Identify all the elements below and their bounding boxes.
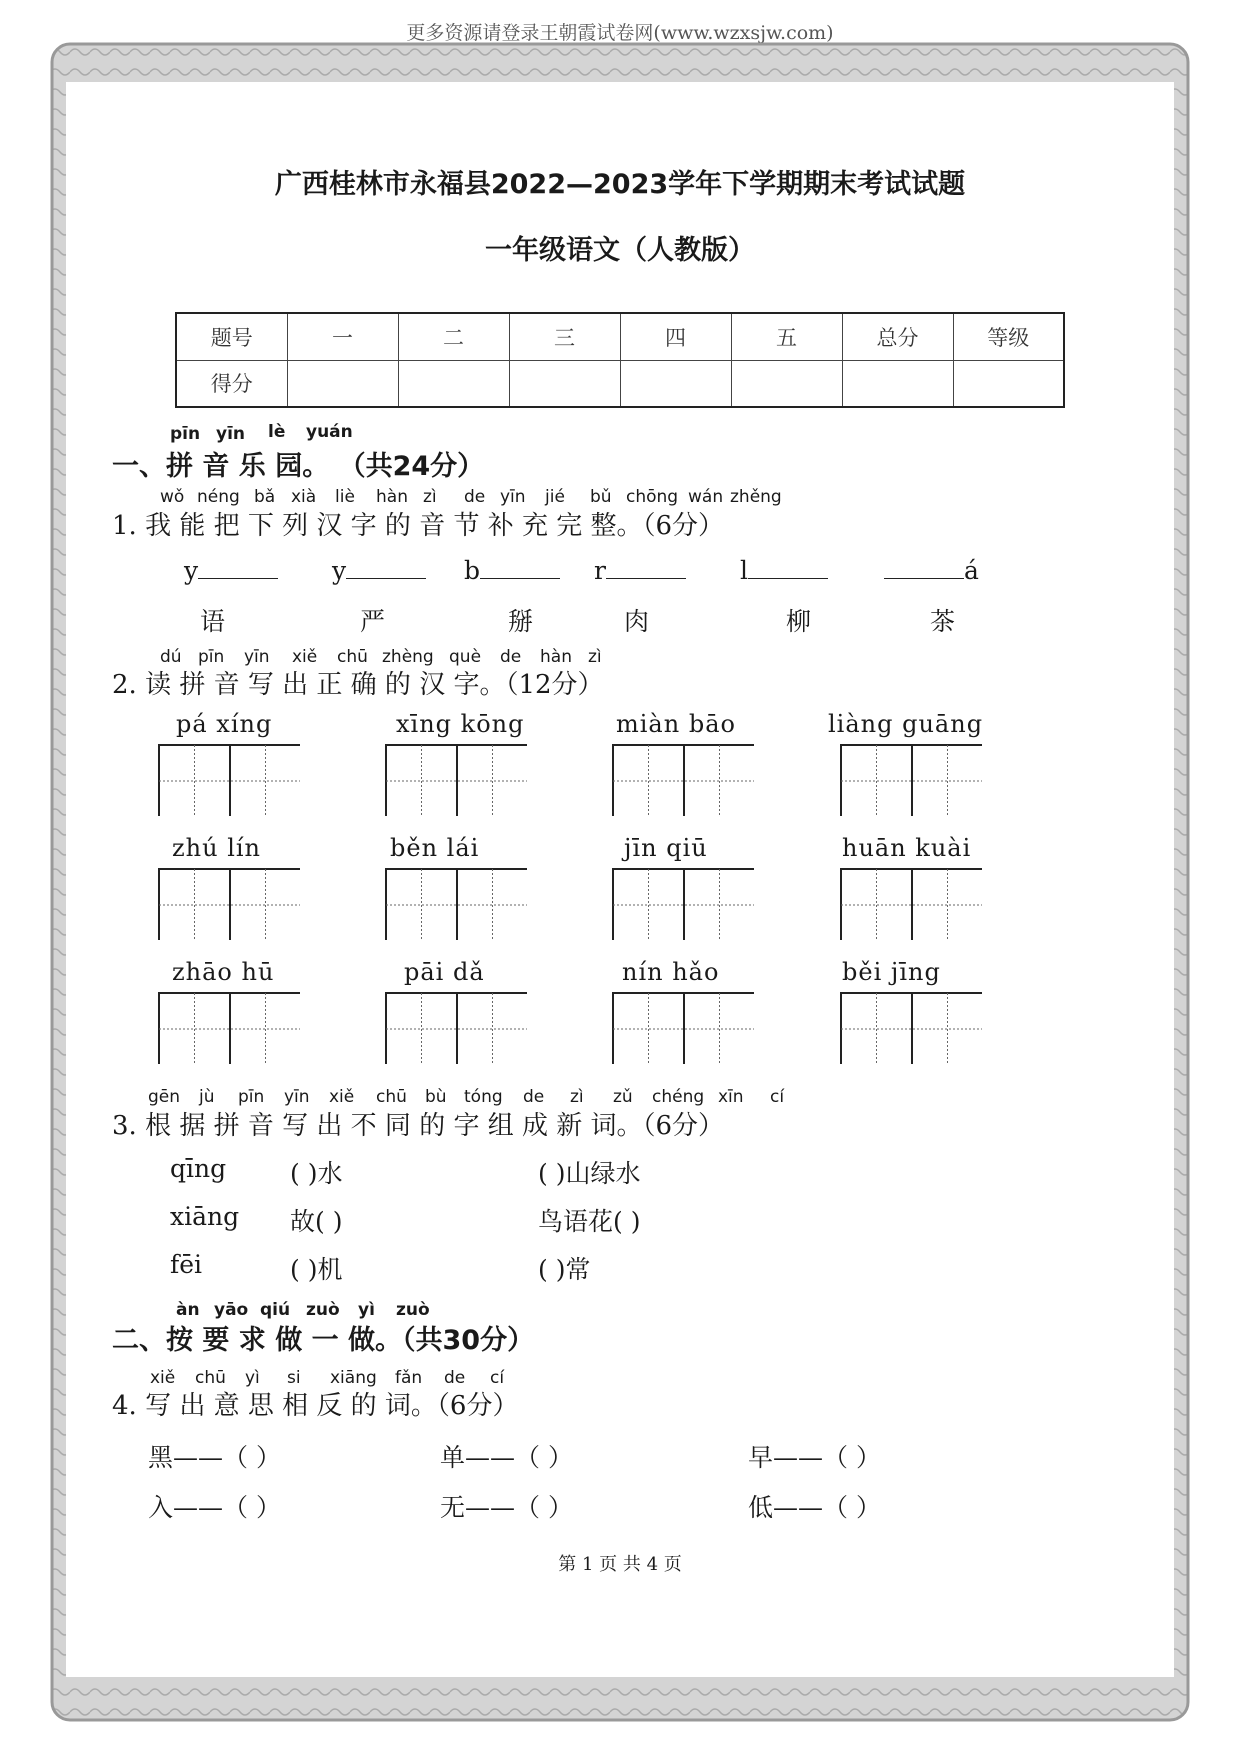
section2-heading: 二、按 要 求 做 一 做。（共30分） — [112, 1325, 535, 1356]
pinyin: jié — [545, 487, 565, 507]
q1-char: 肉 — [624, 607, 650, 636]
q3-blank[interactable]: ( )机 — [290, 1255, 343, 1284]
q1-char: 茶 — [930, 607, 956, 636]
exam-subtitle: 一年级语文（人教版） — [485, 235, 755, 266]
section1-heading: 一、拼 音 乐 园。 （共24分） — [112, 451, 485, 482]
writing-grid[interactable] — [385, 744, 527, 816]
pinyin: de — [464, 487, 486, 507]
section2-pinyin: zuò — [306, 1300, 340, 1320]
writing-grid[interactable] — [158, 992, 300, 1064]
q4-blank[interactable]: 无——（ ） — [440, 1493, 573, 1522]
q2-word-pinyin: miàn bāo — [616, 710, 736, 738]
section2-pinyin: zuò — [396, 1300, 430, 1320]
writing-grid[interactable] — [612, 868, 754, 940]
pinyin: zǔ — [613, 1087, 633, 1107]
q4-blank[interactable]: 早——（ ） — [748, 1443, 881, 1472]
writing-grid[interactable] — [840, 744, 982, 816]
pinyin: xiě — [292, 647, 318, 667]
pinyin: xiāng — [330, 1368, 377, 1388]
page-footer: 第 1 页 共 4 页 — [558, 1554, 682, 1575]
pinyin: zì — [423, 487, 437, 507]
section1-pinyin: yīn — [216, 424, 246, 444]
q2-word-pinyin: běi jīng — [842, 958, 941, 986]
q1-char: 掰 — [508, 607, 534, 636]
watermark: 更多资源请登录王朝霞试卷网(www.wzxsjw.com) — [406, 22, 834, 44]
score-input-cell[interactable] — [398, 360, 509, 407]
writing-grid[interactable] — [612, 992, 754, 1064]
pinyin: hàn — [540, 647, 572, 667]
q2-text: 2. 读 拼 音 写 出 正 确 的 汉 字。（12分） — [112, 670, 604, 700]
section1-pinyin: yuán — [306, 422, 353, 442]
pinyin: chéng — [652, 1087, 705, 1107]
pinyin: zhěng — [730, 487, 782, 507]
q3-blank[interactable]: ( )常 — [538, 1255, 591, 1284]
score-cell: 五 — [731, 313, 842, 360]
score-table — [175, 312, 1065, 408]
q2-word-pinyin: huān kuài — [842, 834, 972, 862]
pinyin: bù — [425, 1087, 447, 1107]
writing-grid[interactable] — [385, 868, 527, 940]
q3-blank[interactable]: ( )水 — [290, 1159, 343, 1188]
pinyin: de — [500, 647, 522, 667]
score-input-cell[interactable] — [842, 360, 953, 407]
exam-title: 广西桂林市永福县2022—2023学年下学期期末考试试题 — [274, 169, 966, 200]
q3-text: 3. 根 据 拼 音 写 出 不 同 的 字 组 成 新 词。（6分） — [112, 1111, 725, 1141]
pinyin: yīn — [284, 1087, 310, 1107]
score-cell: 总分 — [842, 313, 953, 360]
pinyin: cí — [490, 1368, 505, 1388]
section2-pinyin: yì — [358, 1300, 375, 1320]
q1-text: 1. 我 能 把 下 列 汉 字 的 音 节 补 充 完 整。（6分） — [112, 511, 725, 541]
pinyin: chū — [337, 647, 368, 667]
section1-pinyin: lè — [268, 422, 286, 442]
score-input-cell[interactable] — [509, 360, 620, 407]
q4-blank[interactable]: 低——（ ） — [748, 1493, 881, 1522]
pinyin: wán — [688, 487, 724, 507]
score-cell: 二 — [398, 313, 509, 360]
section2-pinyin: yāo — [214, 1300, 249, 1320]
q4-blank[interactable]: 入——（ ） — [148, 1493, 281, 1522]
q3-pinyin: xiāng — [170, 1202, 240, 1231]
pinyin: hàn — [376, 487, 408, 507]
q3-pinyin: fēi — [170, 1250, 203, 1279]
q1-blank-1[interactable]: y — [184, 556, 278, 585]
pinyin: wǒ — [160, 487, 185, 507]
q1-blank-2[interactable]: y — [332, 556, 426, 585]
pinyin: zì — [570, 1087, 584, 1107]
q2-word-pinyin: pá xíng — [176, 710, 273, 738]
q2-word-pinyin: zhāo hū — [172, 958, 275, 986]
score-cell: 四 — [620, 313, 731, 360]
writing-grid[interactable] — [840, 992, 982, 1064]
pinyin: xiě — [329, 1087, 355, 1107]
q2-word-pinyin: jīn qiū — [624, 834, 708, 862]
pinyin: jù — [199, 1087, 215, 1107]
pinyin: chū — [195, 1368, 226, 1388]
score-cell: 一 — [287, 313, 398, 360]
q2-word-pinyin: nín hǎo — [622, 958, 720, 986]
writing-grid[interactable] — [612, 744, 754, 816]
section1-pinyin: pīn — [170, 424, 201, 444]
pinyin: yīn — [244, 647, 270, 667]
pinyin: zhèng — [382, 647, 434, 667]
score-label: 得分 — [176, 360, 287, 407]
pinyin: si — [287, 1368, 301, 1388]
score-cell: 题号 — [176, 313, 287, 360]
pinyin: zì — [588, 647, 602, 667]
pinyin: pīn — [198, 647, 225, 667]
q2-word-pinyin: zhú lín — [172, 834, 261, 862]
writing-grid[interactable] — [158, 868, 300, 940]
section2-pinyin: qiú — [260, 1300, 291, 1320]
q3-blank[interactable]: 鸟语花( ) — [538, 1207, 641, 1236]
score-value-row — [176, 360, 1064, 407]
score-header-row — [176, 313, 1064, 360]
pinyin: tóng — [464, 1087, 503, 1107]
q4-text: 4. 写 出 意 思 相 反 的 词。（6分） — [112, 1391, 519, 1421]
q1-char: 严 — [360, 607, 386, 636]
score-input-cell[interactable] — [620, 360, 731, 407]
q1-char: 语 — [200, 607, 226, 636]
writing-grid[interactable] — [385, 992, 527, 1064]
pinyin: què — [449, 647, 482, 667]
pinyin: de — [444, 1368, 466, 1388]
q4-blank[interactable]: 黑——（ ） — [148, 1443, 281, 1472]
pinyin: chōng — [626, 487, 679, 507]
pinyin: yì — [245, 1368, 260, 1388]
pinyin: xīn — [718, 1087, 744, 1107]
q3-pinyin: qīng — [170, 1154, 227, 1183]
score-cell: 三 — [509, 313, 620, 360]
pinyin: liè — [335, 487, 355, 507]
q2-word-pinyin: pāi dǎ — [404, 958, 485, 986]
q1-blank-3[interactable]: b — [464, 556, 560, 585]
q1-blank-5[interactable]: l — [740, 556, 828, 585]
pinyin: bǎ — [254, 487, 276, 507]
pinyin: cí — [770, 1087, 785, 1107]
writing-grid[interactable] — [840, 868, 982, 940]
pinyin: pīn — [238, 1087, 265, 1107]
q1-blank-6[interactable]: á — [884, 556, 979, 585]
q4-blank[interactable]: 单——（ ） — [440, 1443, 573, 1472]
pinyin: fǎn — [395, 1368, 423, 1388]
score-input-cell[interactable] — [287, 360, 398, 407]
section2-pinyin: àn — [176, 1300, 200, 1320]
pinyin: xiě — [150, 1368, 176, 1388]
q2-word-pinyin: liàng guāng — [828, 710, 984, 738]
q2-word-pinyin: xīng kōng — [396, 710, 525, 738]
score-input-cell[interactable] — [731, 360, 842, 407]
pinyin: de — [523, 1087, 545, 1107]
q3-blank[interactable]: ( )山绿水 — [538, 1159, 641, 1188]
pinyin: xià — [291, 487, 317, 507]
pinyin: néng — [197, 487, 240, 507]
pinyin: gēn — [148, 1087, 181, 1107]
score-cell: 等级 — [953, 313, 1064, 360]
q2-word-pinyin: běn lái — [390, 834, 480, 862]
pinyin: yīn — [500, 487, 526, 507]
pinyin: bǔ — [590, 487, 612, 507]
pinyin: dú — [160, 647, 182, 667]
pinyin: chū — [376, 1087, 407, 1107]
q1-blank-4[interactable]: r — [594, 556, 686, 585]
writing-grid[interactable] — [158, 744, 300, 816]
q1-char: 柳 — [786, 607, 812, 636]
q3-blank[interactable]: 故( ) — [290, 1207, 343, 1236]
score-input-cell[interactable] — [953, 360, 1064, 407]
